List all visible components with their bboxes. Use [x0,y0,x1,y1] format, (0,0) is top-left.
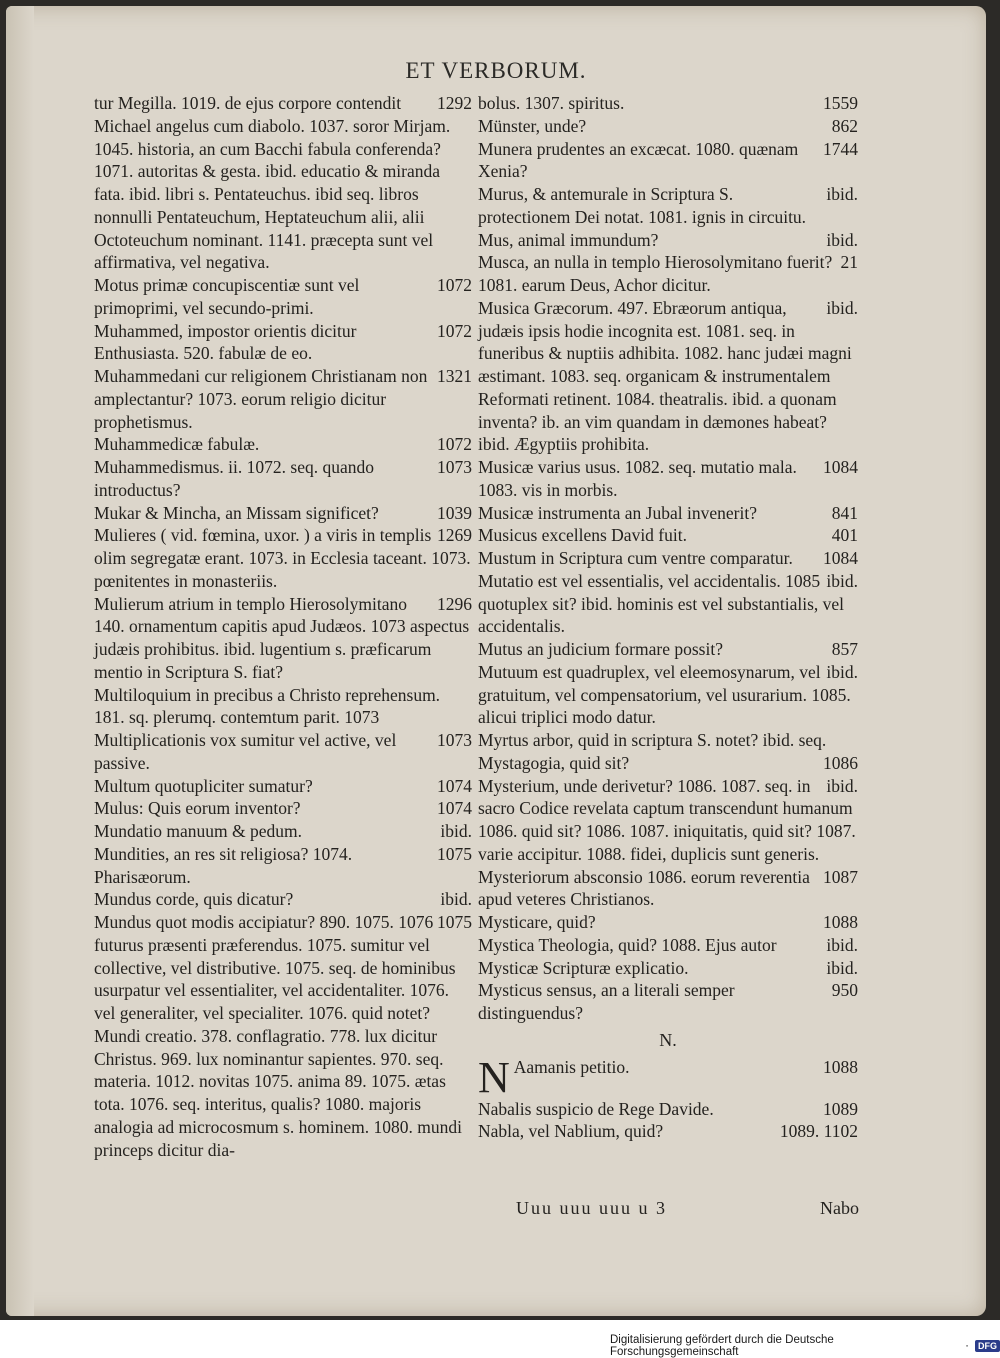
index-entry [478,251,858,297]
entry-text: Mustum in Scriptura cum ventre comparatur. [478,548,793,568]
entry-text: Multiloquium in precibus a Christo reprehensum. 181. sq. plerumq. contemtum parit. 1073 [94,684,441,728]
index-entry [478,92,858,115]
entry-page-ref: ibid. [826,957,858,978]
entry-page-ref: 1559 [823,93,858,113]
entry-page-ref: ibid. [826,775,858,796]
entry-text: Mutuum est quadruplex, vel eleemosynarum, vel gratuitum, vel compensatorium, vel usurarium. 1085. alicui triplici modo datur. [478,661,851,728]
entry-page-ref: 1073 [437,457,472,477]
entry-text: Mysteriorum absconsio 1086. eorum reverentia apud veteres Christianos. [478,866,810,910]
index-entry [94,433,472,456]
signature-mark: Uuu uuu uuu u 3 [516,1198,667,1218]
index-entry [94,820,472,843]
entry-page-ref: 21 [840,252,858,273]
entry-text: Multiplicationis vox sumitur vel active, vel passive. [94,730,397,773]
entry-page-ref: 1321 [437,366,472,386]
entry-text: Mysticæ Scripturæ explicatio. [478,957,689,978]
entry-text: Mukar & Mincha, an Missam significet? [94,502,379,523]
entry-page-ref: 1269 [437,525,472,546]
index-entry [478,934,858,957]
index-entry [478,524,858,547]
entry-page-ref: 1292 [437,93,472,113]
entry-text: Aamanis petitio. [513,1056,630,1077]
page-gutter [6,6,34,1316]
entry-page-ref: 1087 [823,866,858,887]
entry-page-ref: 1744 [823,138,858,159]
entry-page-ref: 1084 [823,457,858,477]
index-entry [94,775,472,798]
index-column-left [94,92,472,1161]
index-entry [478,866,858,912]
entry-text: Myrtus arbor, quid in scriptura S. notet? ibid. seq. [478,730,827,750]
index-entry [94,1025,472,1162]
catchword: Nabo [820,1198,859,1218]
entry-text: Mus, animal immundum? [478,229,659,250]
entry-text: Mundatio manuum & pedum. [94,821,303,841]
index-entry [478,1098,858,1121]
index-entry [94,729,472,775]
running-head: ET VERBORUM. [405,58,587,83]
entry-page-ref: 1072 [437,320,472,341]
index-entry [478,547,858,570]
entry-page-ref: 862 [831,115,858,136]
entry-text: Mulieres ( vid. fœmina, uxor. ) a viris in templis olim segregatæ erant. 1073. in Ecclesia taceant. 1073. pœnitentes in monasteriis. [94,525,471,591]
entry-page-ref: 841 [831,502,858,523]
index-entry [478,138,858,184]
entry-page-ref: ibid. [440,821,472,841]
entry-text: Muhammedani cur religionem Christianam non amplectantur? 1073. eorum religio dicitur prophetismus. [94,366,428,432]
index-entry [478,229,858,252]
entry-text: Multum quotupliciter sumatur? [94,775,313,796]
drop-initial: N [478,1052,510,1102]
entry-text: Mystagogia, quid sit? [478,752,630,773]
entry-page-ref: ibid. [826,184,858,204]
entry-text: Munera prudentes an excæcat. 1080. quænam Xenia? [478,138,799,182]
entry-page-ref: 1072 [437,434,472,455]
entry-text: Musicæ varius usus. 1082. seq. mutatio mala. 1083. vis in morbis. [478,457,797,500]
entry-text: Musicus excellens David fuit. [478,525,687,546]
index-entry [478,183,858,229]
digitization-footer: Digitalisierung gefördert durch die Deutsche Forschungsgemeinschaft · DFG [610,1336,1000,1356]
index-entry [478,775,858,866]
entry-text: Münster, unde? [478,115,587,136]
index-entry [94,684,472,730]
entry-page-ref: ibid. [826,934,858,955]
index-entry [478,729,858,752]
dfg-logo: DFG [975,1340,1000,1352]
index-entry [94,365,472,433]
index-entry [478,979,858,1025]
entry-text: Mundities, an res sit religiosa? 1074. Pharisæorum. [94,843,353,887]
index-entry [94,456,472,502]
entry-page-ref: 1088 [823,912,858,932]
entry-text: Mulus: Quis eorum inventor? [94,798,301,819]
index-entry [478,1052,858,1102]
index-entry [478,1120,858,1143]
entry-page-ref: 1075 [437,843,472,864]
index-entry [478,661,858,729]
index-entry [478,570,858,638]
entry-page-ref: 1074 [437,775,472,796]
entry-page-ref: 1039 [437,502,472,523]
entry-page-ref: 1074 [437,798,472,819]
index-entry [478,115,858,138]
entry-page-ref: ibid. [826,297,858,318]
index-column-right [478,92,858,1143]
entry-page-ref: ibid. [826,661,858,682]
book-page [6,6,986,1316]
entry-page-ref: ibid. [826,229,858,250]
entry-page-ref: 1086 [823,752,858,773]
entry-text: Muhammed, impostor orientis dicitur Enthusiasta. 520. fabulæ de eo. [94,320,357,364]
entry-text: Musicæ instrumenta an Jubal invenerit? [478,502,757,523]
entry-text: Musica Græcorum. 497. Ebræorum antiqua, judæis ipsis hodie incognita est. 1081. seq. in funeribus & nuptiis adhibita. 1082. hanc judæi magni æstimant. 1083. seq. organicam & instrumentalem Reformati retinent. 1084. theatralis. ibid. a quonam inventa? ib. an vim quandam in dæmones habeat? ibid. Ægyptiis prohibita. [478,297,852,455]
index-entry [94,524,472,592]
index-entry [478,297,858,456]
entry-page-ref: 1296 [437,593,472,614]
entry-text: Mysticare, quid? [478,912,596,932]
entry-page-ref: 1088 [823,1056,858,1077]
section-letter: N. [659,1029,677,1050]
entry-text: Mundus corde, quis dicatur? [94,889,294,910]
index-entry [94,502,472,525]
entry-page-ref: 1084 [823,548,858,568]
entry-page-ref: 1089 [823,1098,858,1119]
index-entry [94,593,472,684]
entry-text: Mutus an judicium formare possit? [478,639,723,659]
index-entry [478,957,858,980]
index-entry [94,911,472,1025]
entry-page-ref: 401 [831,525,858,546]
entry-text: Mulierum atrium in templo Hierosolymitano 140. ornamentum capitis apud Judæos. 1073 aspectus judæis prohibitus. ibid. lugentium s. præficarum mentio in Scriptura S. fiat? [94,593,470,682]
entry-text: Mysticus sensus, an a literali semper distinguendus? [478,980,735,1023]
index-entry [94,92,472,274]
entry-page-ref: 1072 [437,275,472,295]
entry-text: Mundus quot modis accipiatur? 890. 1075. 1076 futurus præsenti præferendus. 1075. sumitur vel collective, vel distributive. 1075. seq. de hominibus usurpatur vel essentialiter, vel accidentaliter. 1076. vel generaliter, vel specialiter. 1076. quid notet? [94,912,456,1023]
index-entry [94,843,472,889]
entry-text: Mundi creatio. 378. conflagratio. 778. lux dicitur Christus. 969. lux nominantur sapientes. 970. seq. materia. 1012. novitas 1075. anima 89. 1075. ætas tota. 1076. seq. interitus, qualis? 1080. majoris analogia ad microcosmum s. hominem. 1080. mundi princeps dicitur dia- [94,1025,462,1160]
entry-text: bolus. 1307. spiritus. [478,93,625,113]
index-entry [478,456,858,502]
index-entry [94,320,472,366]
index-entry [478,638,858,661]
entry-text: Mystica Theologia, quid? 1088. Ejus autor [478,934,777,955]
entry-page-ref: 857 [831,639,858,659]
entry-text: Murus, & antemurale in Scriptura S. protectionem Dei notat. 1081. ignis in circuitu. [478,184,807,227]
index-entry [478,752,858,775]
entry-page-ref: 1075 [437,912,472,932]
index-entry [94,797,472,820]
entry-page-ref: 1073 [437,730,472,750]
entry-page-ref: ibid. [440,889,472,910]
entry-text: Nabalis suspicio de Rege Davide. [478,1098,714,1119]
entry-page-ref: ibid. [826,570,858,591]
index-entry [94,274,472,320]
entry-text: tur Megilla. 1019. de ejus corpore contendit Michael angelus cum diabolo. 1037. soror Mirjam. 1045. historia, an cum Bacchi fabula conferenda? 1071. autoritas & gesta. ibid. educatio & miranda fata. ibid. libri s. Pentateuchus. ibid seq. libros nonnulli Pentateuchum, Heptateuchum alii, alii Octoteuchum nominant. 1141. præcepta sunt vel affirmativa, vel negativa. [94,93,451,273]
footer-text: Digitalisierung gefördert durch die Deutsche Forschungsgemeinschaft [610,1334,834,1358]
entry-text: Musca, an nulla in templo Hierosolymitano fuerit? 1081. earum Deus, Achor dicitur. [478,252,833,295]
entry-text: Mutatio est vel essentialis, vel accidentalis. 1085 quotuplex sit? ibid. hominis est vel substantialis, vel accidentalis. [478,570,845,637]
entry-text: Nabla, vel Nablium, quid? [478,1121,664,1142]
entry-page-ref: 1089. 1102 [779,1121,858,1142]
entry-page-ref: 950 [831,980,858,1001]
entry-text: Muhammedicæ fabulæ. [94,434,260,455]
entry-text: Muhammedismus. ii. 1072. seq. quando introductus? [94,457,374,500]
index-entry [478,502,858,525]
entry-text: Mysterium, unde derivetur? 1086. 1087. seq. in sacro Codice revelata captum transcendunt humanum 1086. quid sit? 1086. 1087. iniquitatis, quid sit? 1087. varie accipitur. 1088. fidei, duplicis sunt generis. [478,775,856,864]
index-entry [478,911,858,934]
index-entry [94,888,472,911]
entry-text: Motus primæ concupiscentiæ sunt vel primoprimi, vel secundo-primi. [94,275,360,318]
